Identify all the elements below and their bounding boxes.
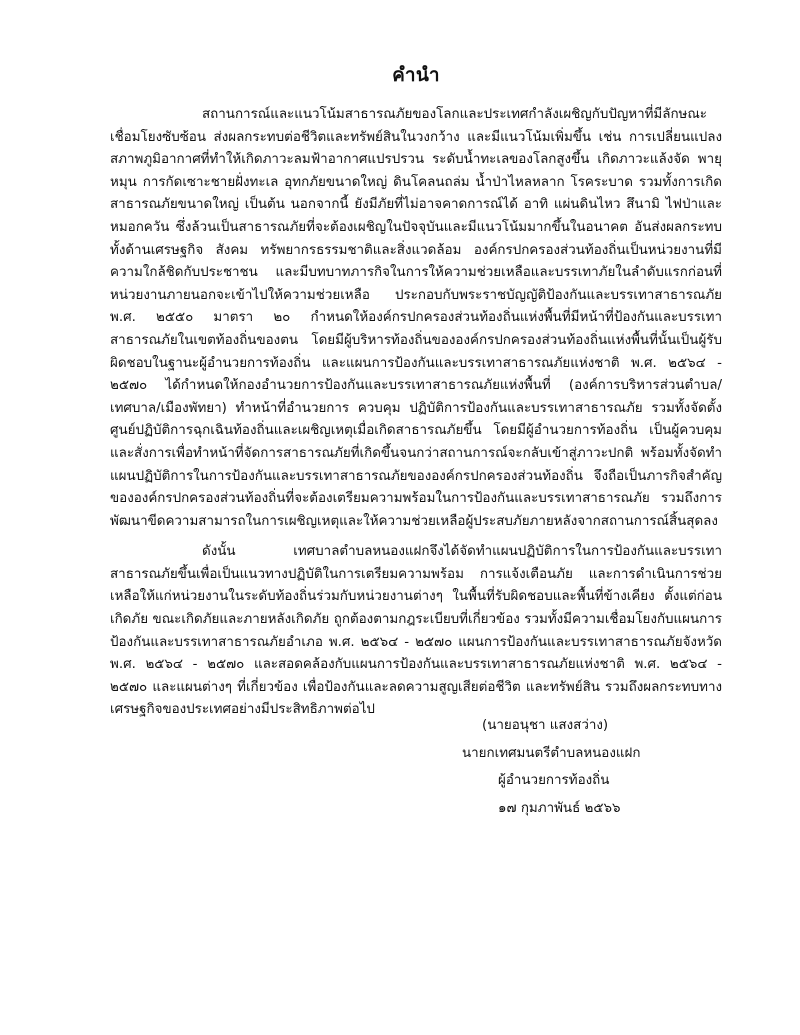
document-title: คำนำ bbox=[392, 64, 440, 86]
signature-block bbox=[458, 712, 640, 822]
purpose-paragraph: ดังนั้น เทศบาลตำบลหนองแฝกจึงได้จัดทำแผนปฏิบัติการในการป้องกันและบรรเทาสาธารณภัยขึ้นเพื่อเป็นแนวทางปฏิบัติในการเตรียมความพร้อม การแจ้งเตือนภัย และการดำเนินการช่วยเหลือให้แก่หน่วยงานในระดับท้องถิ่นร่วมกับหน่วยงานต่างๆ ในพื้นที่รับผิดชอบและพื้นที่ข้างเคียง ตั้งแต่ก่อนเกิดภัย ขณะเกิดภัยและภายหลังเกิดภัย ถูกต้องตามกฎระเบียบที่เกี่ยวข้อง รวมทั้งมีความเชื่อมโยงกับแผนการป้องกันและบรรเทาสาธารณภัยอำเภอ พ.ศ. ๒๕๖๔ - ๒๕๗๐ แผนการป้องกันและบรรเทาสาธารณภัยจังหวัด พ.ศ. ๒๕๖๔ - ๒๕๗๐ และสอดคล้องกับแผนการป้องกันและบรรเทาสาธารณภัยแห่งชาติ พ.ศ. ๒๕๖๔ - ๒๕๗๐ และแผนต่างๆ ที่เกี่ยวข้อง เพื่อป้องกันและลดความสูญเสียต่อชีวิต และทรัพย์สิน รวมถึงผลกระทบทางเศรษฐกิจของประเทศอย่างมีประสิทธิภาพต่อไป bbox=[110, 544, 722, 718]
signer-name: (นายอนุชา แสงสว่าง) bbox=[482, 718, 609, 733]
signer-position: นายกเทศมนตรีตำบลหนองแฝก bbox=[462, 745, 641, 761]
signature-date: ๑๗ กุมภาพันธ์ ๒๕๖๖ bbox=[498, 800, 621, 816]
signer-authority: ผู้อำนวยการท้องถิ่น bbox=[498, 773, 610, 788]
intro-paragraph: สถานการณ์และแนวโน้มสาธารณภัยของโลกและประเทศกำลังเผชิญกับปัญหาที่มีลักษณะเชื่อมโยงซับซ้อน ส่งผลกระทบต่อชีวิตและทรัพย์สินในวงกว้าง และมีแนวโน้มเพิ่มขึ้น เช่น การเปลี่ยนแปลงสภาพภูมิอากาศที่ทำให้เกิดภาวะลมฟ้าอากาศแปรปรวน ระดับน้ำทะเลของโลกสูงขึ้น เกิดภาวะแล้งจัด พายุหมุน การกัดเซาะชายฝั่งทะเล อุทกภัยขนาดใหญ่ ดินโคลนถล่ม น้ำป่าไหลหลาก โรคระบาด รวมทั้งการเกิดสาธารณภัยขนาดใหญ่ เป็นต้น นอกจากนี้ ยังมีภัยที่ไม่อาจคาดการณ์ได้ อาทิ แผ่นดินไหว สึนามิ ไฟป่าและหมอกควัน ซึ่งล้วนเป็นสาธารณภัยที่จะต้องเผชิญในปัจจุบันและมีแนวโน้มมากขึ้นในอนาคต อันส่งผลกระทบทั้งด้านเศรษฐกิจ สังคม ทรัพยากรธรรมชาติและสิ่งแวดล้อม องค์กรปกครองส่วนท้องถิ่นเป็นหน่วยงานที่มีความใกล้ชิดกับประชาชน และมีบทบาทภารกิจในการให้ความช่วยเหลือและบรรเทาภัยในลำดับแรกก่อนที่หน่วยงานภายนอกจะเข้าไปให้ความช่วยเหลือ ประกอบกับพระราชบัญญัติป้องกันและบรรเทาสาธารณภัย พ.ศ. ๒๕๕๐ มาตรา ๒๐ กำหนดให้องค์กรปกครองส่วนท้องถิ่นแห่งพื้นที่มีหน้าที่ป้องกันและบรรเทาสาธารณภัยในเขตท้องถิ่นของตน โดยมีผู้บริหารท้องถิ่นขององค์กรปกครองส่วนท้องถิ่นแห่งพื้นที่นั้นเป็นผู้รับผิดชอบในฐานะผู้อำนวยการท้องถิ่น และแผนการป้องกันและบรรเทาสาธารณภัยแห่งชาติ พ.ศ. ๒๕๖๔ - ๒๕๗๐ ได้กำหนดให้กองอำนวยการป้องกันและบรรเทาสาธารณภัยแห่งพื้นที่ (องค์การบริหารส่วนตำบล/เทศบาล/เมืองพัทยา) ทำหน้าที่อำนวยการ ควบคุม ปฏิบัติการป้องกันและบรรเทาสาธารณภัย รวมทั้งจัดตั้งศูนย์ปฏิบัติการฉุกเฉินท้องถิ่นและเผชิญเหตุเมื่อเกิดสาธารณภัยขึ้น โดยมีผู้อำนวยการท้องถิ่น เป็นผู้ควบคุมและสั่งการเพื่อทำหน้าที่จัดการสาธารณภัยที่เกิดขึ้นจนกว่าสถานการณ์จะกลับเข้าสู่ภาวะปกติ พร้อมทั้งจัดทำแผนปฏิบัติการในการป้องกันและบรรเทาสาธารณภัยขององค์กรปกครองส่วนท้องถิ่น จึงถือเป็นภารกิจสำคัญขององค์กรปกครองส่วนท้องถิ่นที่จะต้องเตรียมความพร้อมในการป้องกันและบรรเทาสาธารณภัย รวมถึงการพัฒนาขีดความสามารถในการเผชิญเหตุและให้ความช่วยเหลือผู้ประสบภัยภายหลังจากสถานการณ์สิ้นสุดลง bbox=[110, 107, 722, 529]
